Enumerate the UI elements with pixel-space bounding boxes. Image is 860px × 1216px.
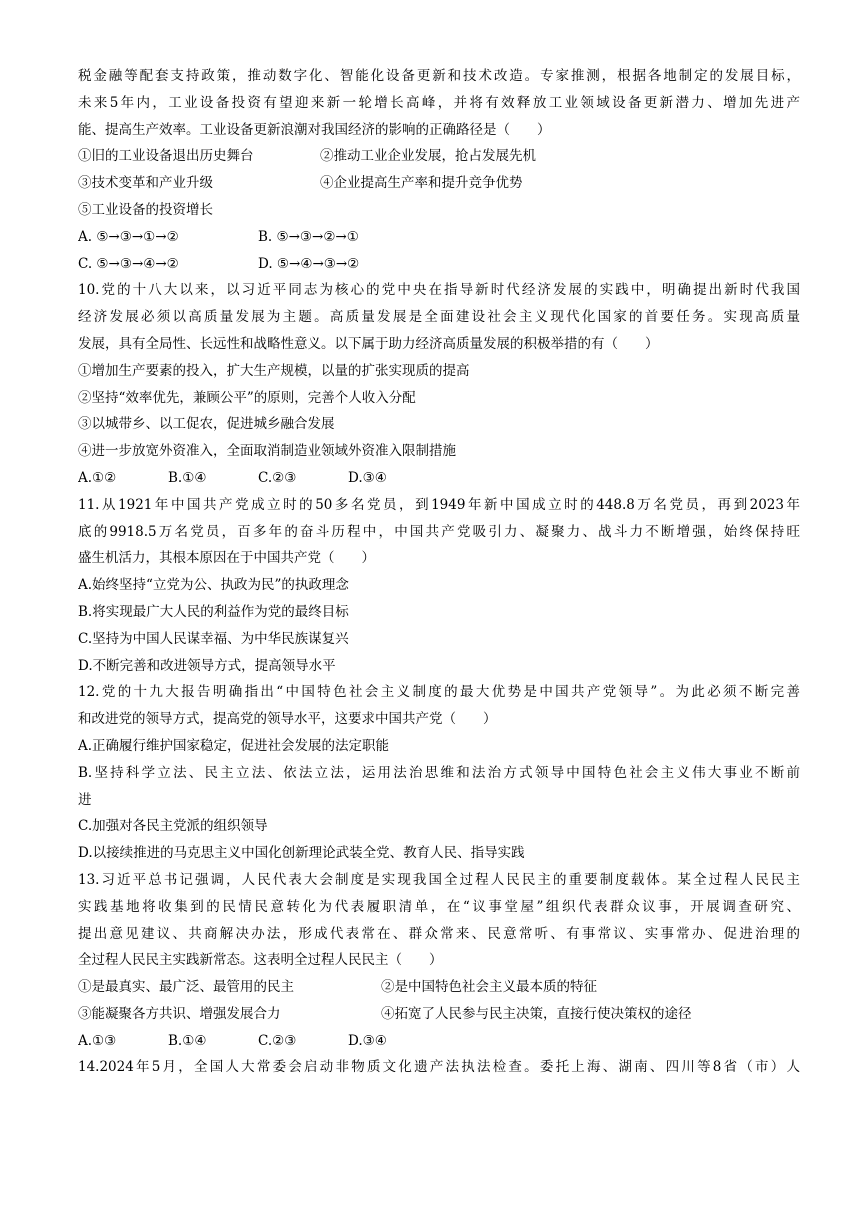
q13-stem-line-4: 全过程人民民主实践新常态。这表明全过程人民民主（ ） (78, 952, 443, 969)
q13-item-4: ④拓宽了人民参与民主决策，直接行使决策权的途径 (381, 1005, 692, 1022)
q9-items-row-2 (78, 170, 800, 197)
q13-item-2: ②是中国特色社会主义最本质的特征 (381, 979, 597, 996)
q10-stem-line-1: 10.党的十八大以来，以习近平同志为核心的党中央在指导新时代经济发展的实践中，明确提出新时代我国 (78, 282, 800, 299)
q9-stem-line-3: 能、提高生产效率。工业设备更新浪潮对我国经济的影响的正确路径是（ ） (78, 121, 551, 138)
question-14 (78, 1054, 800, 1081)
q9-item-1: ①旧的工业设备退出历史舞台 (78, 148, 254, 165)
q13-item-1: ①是最真实、最广泛、最管用的民主 (78, 979, 294, 996)
q13-items-row-1 (78, 974, 800, 1001)
q10-item-1: ①增加生产要素的投入，扩大生产规模，以量的扩张实现质的提高 (78, 362, 470, 379)
q9-options-row-1 (78, 224, 800, 251)
q9-item-2: ②推动工业企业发展，抢占发展先机 (320, 148, 536, 165)
q11-option-b: B.将实现最广大人民的利益作为党的最终目标 (78, 603, 349, 620)
q10-item-3: ③以城带乡、以工促农，促进城乡融合发展 (78, 416, 335, 433)
q11-option-c: C.坚持为中国人民谋幸福、为中华民族谋复兴 (78, 630, 349, 647)
q10-option-c: C.②③ (258, 469, 297, 486)
q13-stem-line-1: 13.习近平总书记强调，人民代表大会制度是实现我国全过程人民民主的重要制度载体。某全过程人民民主 (78, 871, 800, 888)
q12-option-b-line-1: B.坚持科学立法、民主立法、依法立法，运用法治思维和法治方式领导中国特色社会主义伟大事业不断前 (78, 764, 800, 781)
q13-option-d: D.③④ (348, 1032, 387, 1049)
q13-options (78, 1028, 800, 1055)
q12-stem-line-2: 和改进党的领导方式，提高党的领导水平，这要求中国共产党（ ） (78, 711, 497, 728)
q13-option-a: A.①③ (78, 1032, 117, 1049)
q9-options-row-2 (78, 251, 800, 278)
question-10 (78, 277, 800, 491)
q9-item-5: ⑤工业设备的投资增长 (78, 201, 213, 218)
q9-stem-line-2: 未来5年内，工业设备投资有望迎来新一轮增长高峰，并将有效释放工业领域设备更新潜力、增加先进产 (78, 94, 800, 111)
q13-option-b: B.①④ (168, 1032, 207, 1049)
q10-item-2: ②坚持“效率优先，兼顾公平”的原则，完善个人收入分配 (78, 389, 416, 406)
q9-items-row-1 (78, 143, 800, 170)
q10-stem-line-2: 经济发展必须以高质量发展为主题。高质量发展是全面建设社会主义现代化国家的首要任务。实现高质量 (78, 309, 800, 326)
q10-options (78, 465, 800, 492)
q12-option-a: A.正确履行维护国家稳定，促进社会发展的法定职能 (78, 737, 390, 754)
q9-option-a: A. ⑤→③→①→② (78, 228, 179, 245)
q14-stem-line-1: 14.2024年5月，全国人大常委会启动非物质文化遗产法执法检查。委托上海、湖南、四川等8省（市）人 (78, 1059, 800, 1076)
q11-option-a: A.始终坚持“立党为公、执政为民”的执政理念 (78, 577, 349, 594)
question-11 (78, 492, 800, 680)
q10-stem-line-3: 发展，具有全局性、长远性和战略性意义。以下属于助力经济高质量发展的积极举措的有（ ） (78, 335, 659, 352)
q10-option-b: B.①④ (168, 469, 207, 486)
q12-stem-line-1: 12.党的十九大报告明确指出“中国特色社会主义制度的最大优势是中国共产党领导”。为此必须不断完善 (78, 684, 800, 701)
q9-option-c: C. ⑤→③→④→② (78, 255, 179, 272)
q12-option-b-line-2: 进 (78, 791, 92, 808)
question-13 (78, 867, 800, 1055)
q13-items-row-2 (78, 1001, 800, 1028)
q10-item-4: ④进一步放宽外资准入，全面取消制造业领域外资准入限制措施 (78, 443, 456, 460)
q13-item-3: ③能凝聚各方共识、增强发展合力 (78, 1005, 281, 1022)
question-9 (78, 63, 800, 277)
q10-option-a: A.①② (78, 469, 117, 486)
q9-option-d: D. ⑤→④→③→② (258, 255, 360, 272)
q13-stem-line-2: 实践基地将收集到的民情民意转化为代表履职清单，在“议事堂屋”组织代表群众议事，开展调查研究、 (78, 898, 800, 915)
q11-option-d: D.不断完善和改进领导方式，提高领导水平 (78, 657, 336, 674)
q9-item-3: ③技术变革和产业升级 (78, 175, 213, 192)
q9-stem-line-1: 税金融等配套支持政策，推动数字化、智能化设备更新和技术改造。专家推测，根据各地制定的发展目标， (78, 68, 800, 84)
q9-option-b: B. ⑤→③→②→① (258, 228, 359, 245)
q11-stem-line-1: 11.从1921年中国共产党成立时的50多名党员，到1949年新中国成立时的448.8万名党员，再到2023年 (78, 496, 800, 513)
q11-stem-line-2: 底的9918.5万名党员，百多年的奋斗历程中，中国共产党吸引力、凝聚力、战斗力不断增强，始终保持旺 (78, 523, 800, 540)
q12-option-c: C.加强对各民主党派的组织领导 (78, 818, 268, 835)
q13-option-c: C.②③ (258, 1032, 297, 1049)
q11-stem-line-3: 盛生机活力，其根本原因在于中国共产党（ ） (78, 550, 375, 567)
q12-option-d: D.以接续推进的马克思主义中国化创新理论武装全党、教育人民、指导实践 (78, 845, 525, 862)
q10-option-d: D.③④ (348, 469, 387, 486)
q13-stem-line-3: 提出意见建议、共商解决办法，形成代表常在、群众常来、民意常听、有事常议、实事常办、促进治理的 (78, 925, 800, 942)
question-12 (78, 679, 800, 867)
q9-item-4: ④企业提高生产率和提升竞争优势 (320, 175, 523, 192)
